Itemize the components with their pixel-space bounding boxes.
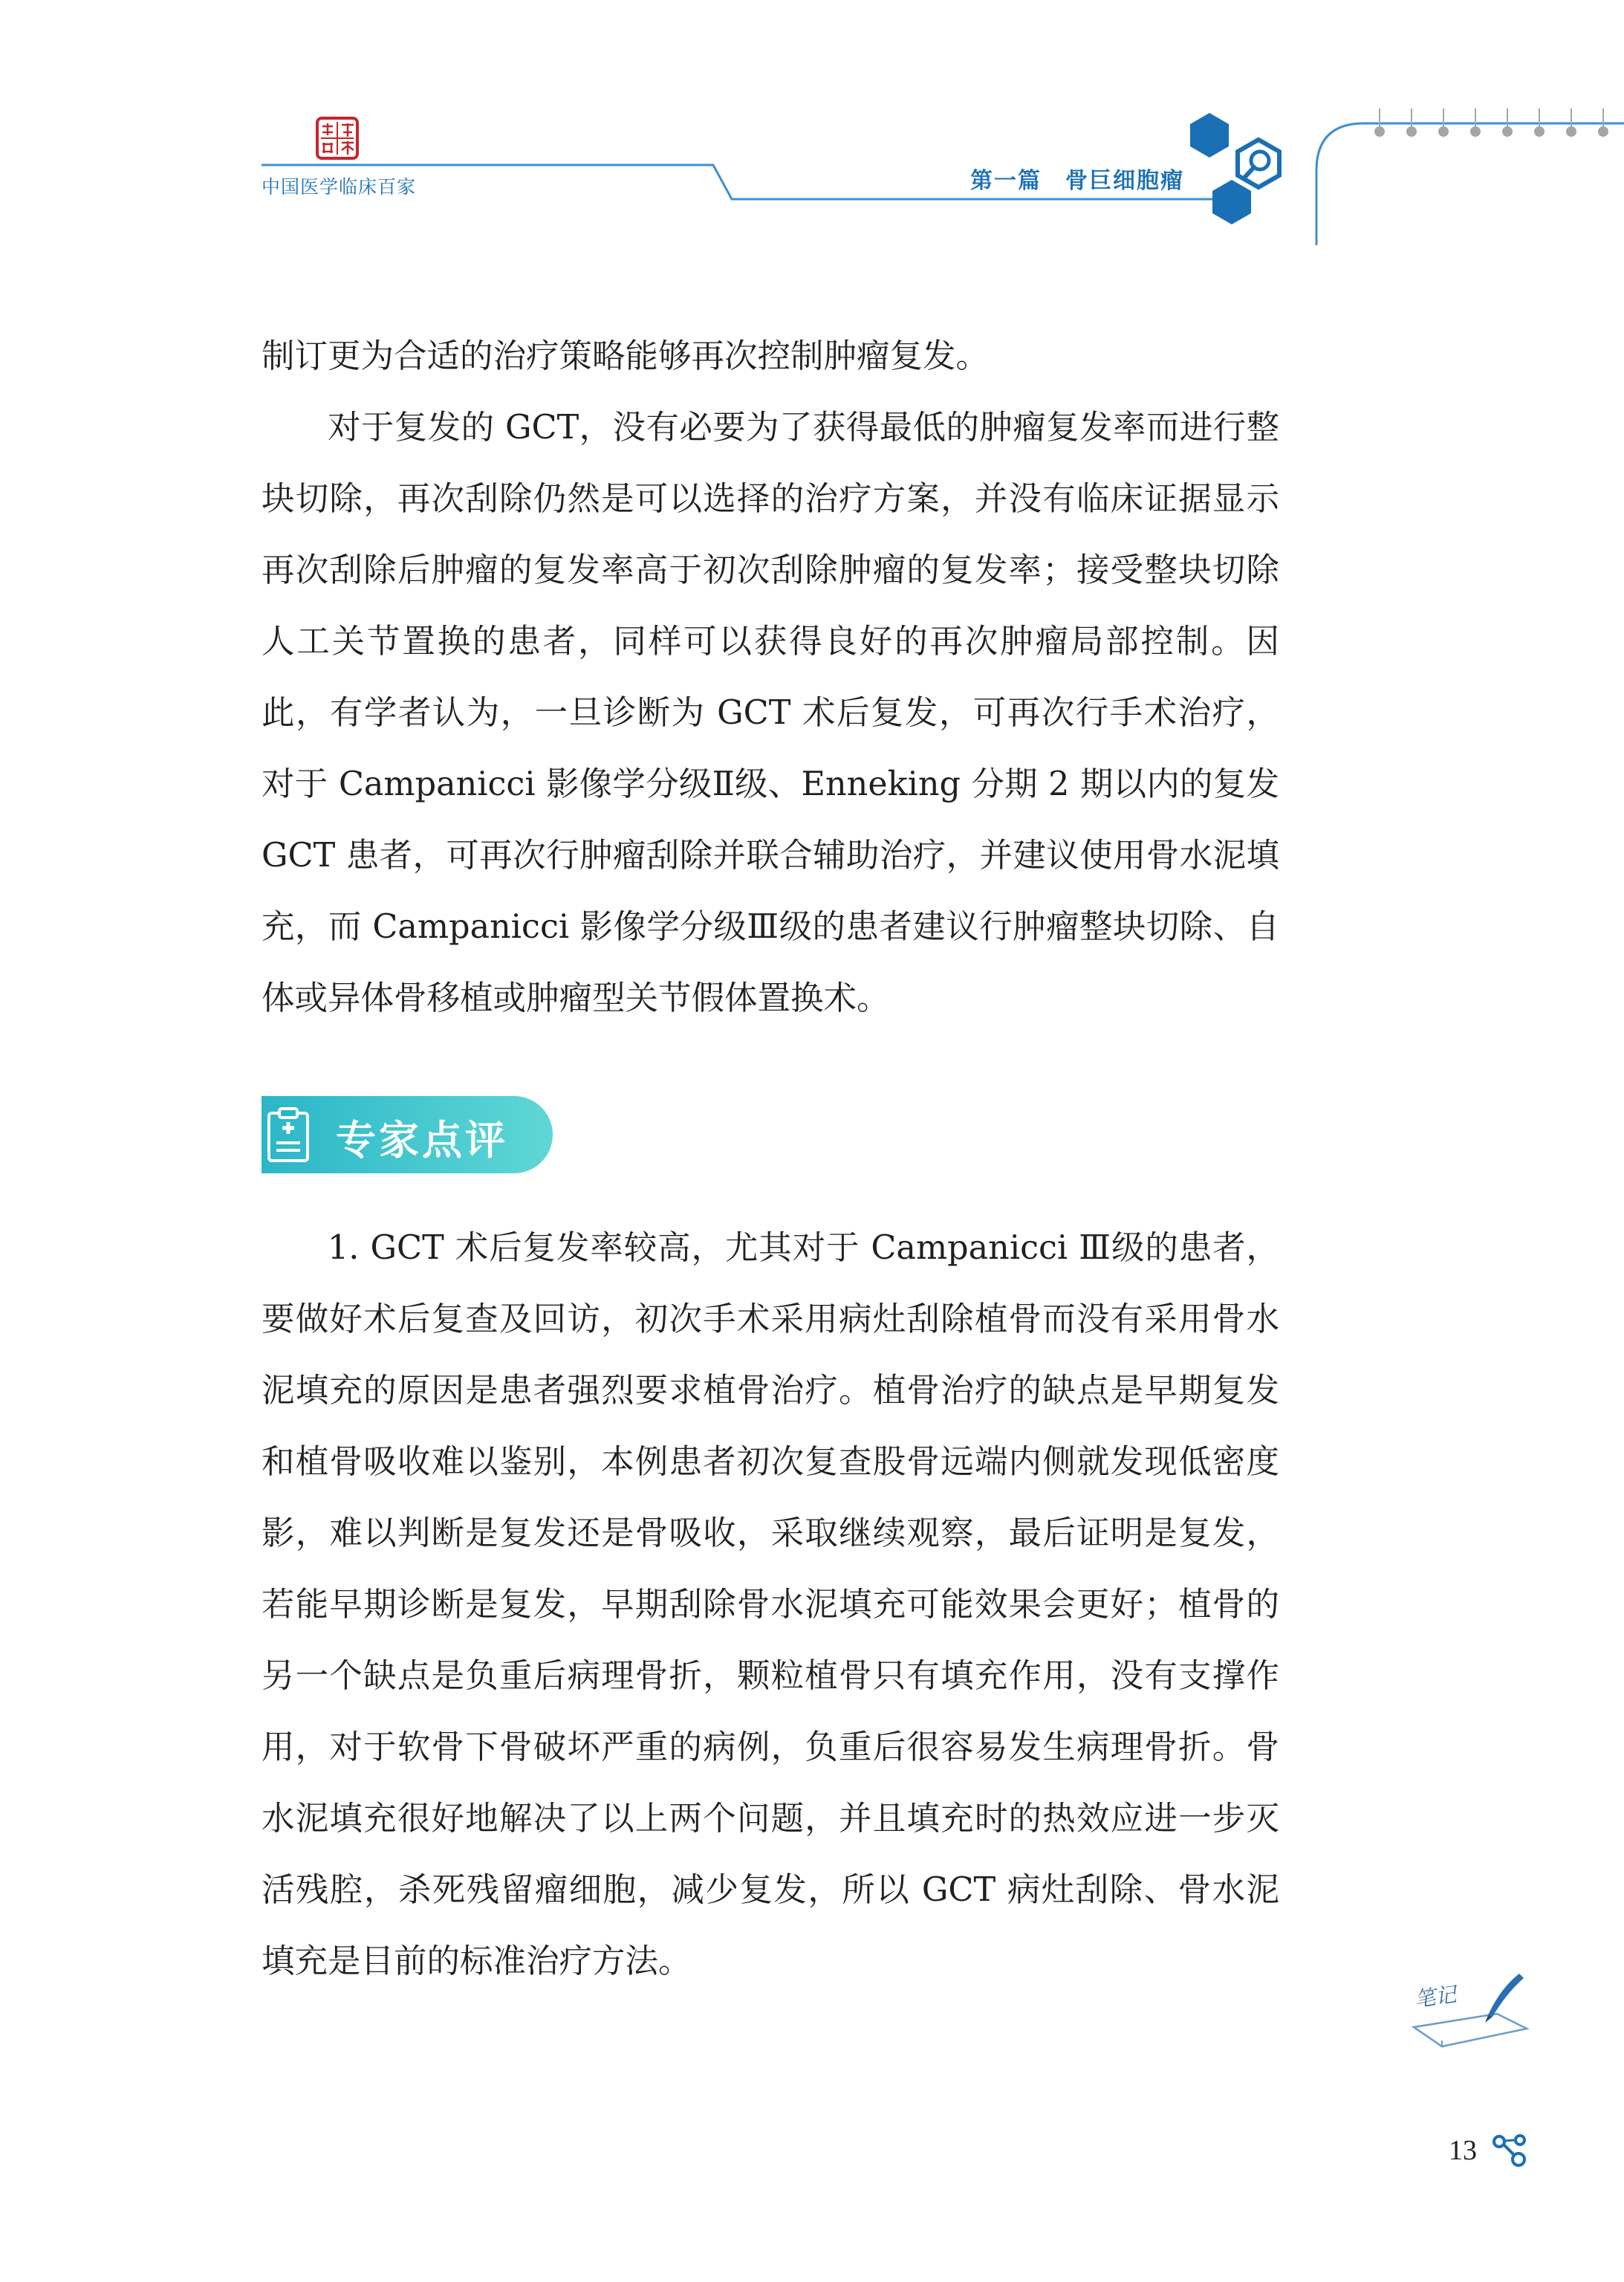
binder-ring [1502,126,1513,137]
binder-ring [1470,126,1481,137]
binder-ring [1406,126,1417,137]
binder-ring [1566,126,1576,137]
series-name: 中国医学临床百家 [262,176,417,198]
logo-seal [315,116,360,161]
hexagon-magnifier-icon [1187,111,1284,227]
section-title: 专家点评 [336,1117,508,1164]
binder-ring [1438,126,1449,137]
binder-ring [1374,126,1385,137]
binder-rings [1374,126,1624,156]
paragraph-continuation: 制订更为合适的治疗策略能够再次控制肿瘤复发。 [262,337,990,375]
notes-label: 笔记 [1413,1982,1458,2012]
binder-ring [1598,126,1608,137]
header-rule [0,0,1624,245]
binder-ring [1534,126,1545,137]
chapter-title: 第一篇 骨巨细胞瘤 [970,168,1184,194]
paragraph-expert-comment: 1. GCT 术后复发率较高，尤其对于 Campanicci Ⅲ级的患者，要做好术后复查及回访，初次手术采用病灶刮除植骨而没有采用骨水泥填充的原因是患者强烈要求植骨治疗。植骨治疗的缺点是早期复发和植骨吸收难以鉴别，本例患者初次复查股骨远端内侧就发现低密度影，难以判断是复发还是骨吸收，采取继续观察，最后证明是复发，若能早期诊断是复发，早期刮除骨水泥填充可能效果会更好；植骨的另一个缺点是负重后病理骨折，颗粒植骨只有填充作用，没有支撑作用，对于软骨下骨破坏严重的病例，负重后很容易发生病理骨折。骨水泥填充很好地解决了以上两个问题，并且填充时的热效应进一步灭活残腔，杀死残留瘤细胞，减少复发，所以 GCT 病灶刮除、骨水泥填充是目前的标准治疗方法。 [262,1229,1279,1980]
page-number: 13 [1449,2135,1477,2166]
molecule-icon [1492,2133,1529,2167]
clipboard-medical-icon [264,1107,312,1164]
paragraph-recurrence-treatment: 对于复发的 GCT，没有必要为了获得最低的肿瘤复发率而进行整块切除，再次刮除仍然是可以选择的治疗方案，并没有临床证据显示再次刮除后肿瘤的复发率高于初次刮除肿瘤的复发率；接受整块切除人工关节置换的患者，同样可以获得良好的再次肿瘤局部控制。因此，有学者认为，一旦诊断为 GCT 术后复发，可再次行手术治疗，对于 Campanicci 影像学分级Ⅱ级、Enneking 分期 2 期以内的复发 GCT 患者，可再次行肿瘤刮除并联合辅助治疗，并建议使用骨水泥填充，而 Campanicci 影像学分级Ⅲ级的患者建议行肿瘤整块切除、自体或异体骨移植或肿瘤型关节假体置换术。 [262,409,1279,1017]
